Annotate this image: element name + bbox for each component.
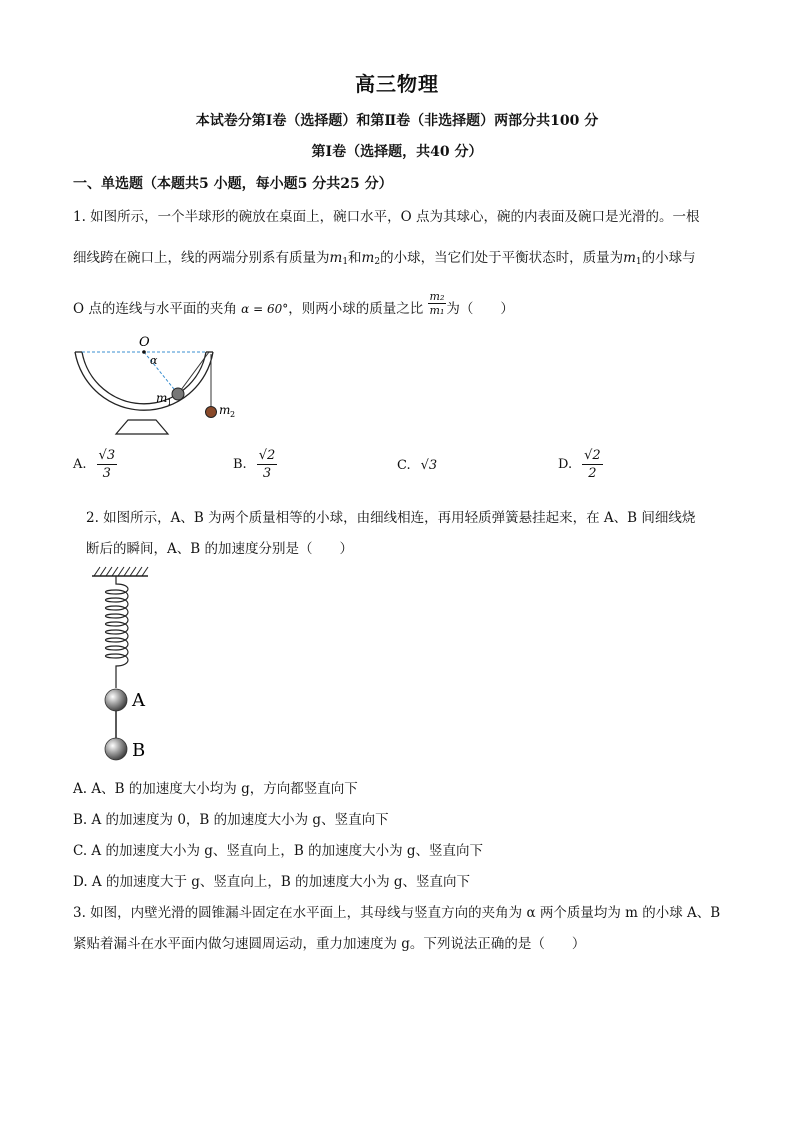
q1-line3-c: 为（ ） bbox=[446, 301, 514, 317]
q2-spring-figure bbox=[88, 560, 178, 766]
q1-ratio-den: m₁ bbox=[429, 304, 445, 317]
ceiling-hatch bbox=[94, 567, 148, 576]
fraction-den: 3 bbox=[262, 466, 272, 481]
label-m1-sub: 1 bbox=[167, 398, 173, 407]
q1-ratio bbox=[428, 290, 447, 317]
q1-line2-c: 的小球与 bbox=[641, 250, 696, 266]
paper-subtitle: 本试卷分第Ⅰ卷（选择题）和第Ⅱ卷（非选择题）两部分共100 分 bbox=[195, 113, 599, 129]
label-m1: m bbox=[156, 391, 168, 405]
label-alpha: α bbox=[150, 354, 158, 367]
fraction-num: √2 bbox=[584, 448, 601, 463]
q3-line1: 3. 如图，内壁光滑的圆锥漏斗固定在水平面上，其母线与竖直方向的夹角为 α 两个质量均为 m 的小球 A、B bbox=[73, 905, 721, 921]
option-fraction bbox=[257, 447, 278, 482]
fraction-den: 3 bbox=[102, 466, 111, 481]
label-B: B bbox=[132, 740, 146, 761]
option-label: D. bbox=[558, 457, 573, 472]
q3-line2: 紧贴着漏斗在水平面内做匀速圆周运动，重力加速度为 g。下列说法正确的是（ ） bbox=[73, 936, 586, 952]
q1-line3-a: O 点的连线与水平面的夹角 bbox=[73, 301, 237, 317]
ball-m1 bbox=[172, 388, 184, 400]
q1-and: 和 bbox=[348, 250, 362, 266]
q2-line2: 断后的瞬间，A、B 的加速度分别是（ ） bbox=[86, 541, 353, 557]
spring bbox=[106, 576, 129, 672]
option-value: √3 bbox=[420, 458, 438, 473]
q1-option-b[interactable] bbox=[233, 447, 277, 482]
ball-A bbox=[105, 689, 127, 711]
label-m2-sub: 2 bbox=[230, 410, 236, 419]
q1-line2 bbox=[73, 246, 696, 267]
option-label: B. bbox=[233, 457, 247, 472]
fraction-num: √2 bbox=[258, 448, 276, 463]
ball-B bbox=[105, 738, 127, 760]
bowl-stand bbox=[116, 420, 168, 434]
q1-m2: m bbox=[361, 250, 375, 266]
fraction-den: 2 bbox=[588, 466, 597, 481]
page-title: 高三物理 bbox=[355, 72, 439, 96]
option-label: A. bbox=[73, 457, 87, 472]
q1-m2-sub: 2 bbox=[374, 257, 381, 267]
fraction-num: √3 bbox=[98, 448, 116, 463]
q2-option-d[interactable]: D. A 的加速度大于 g、竖直向上，B 的加速度大小为 g、竖直向下 bbox=[73, 874, 471, 890]
q2-option-c[interactable]: C. A 的加速度大小为 g、竖直向上，B 的加速度大小为 g、竖直向下 bbox=[73, 843, 484, 859]
string-m1 bbox=[178, 352, 209, 394]
q1-line2-b: 的小球，当它们处于平衡状态时，质量为 bbox=[380, 250, 624, 266]
q1-option-a[interactable] bbox=[73, 447, 117, 482]
label-O: O bbox=[139, 335, 150, 350]
q2-option-a[interactable]: A. A、B 的加速度大小均为 g，方向都竖直向下 bbox=[73, 781, 358, 797]
option-label: C. bbox=[397, 458, 411, 473]
q1-m1-again-sub: 1 bbox=[635, 257, 642, 267]
q1-m1-sub: 1 bbox=[342, 257, 349, 267]
q1-line3 bbox=[73, 290, 514, 323]
section-title: 一、单选题（本题共5 小题，每小题5 分共25 分） bbox=[73, 176, 393, 192]
option-fraction bbox=[582, 447, 603, 482]
part-title: 第Ⅰ卷（选择题，共40 分） bbox=[311, 144, 483, 160]
ball-m2 bbox=[206, 407, 217, 418]
q1-option-d[interactable] bbox=[558, 447, 603, 482]
center-point bbox=[142, 350, 146, 354]
q1-angle: α = 60° bbox=[241, 302, 289, 316]
q1-option-c[interactable] bbox=[397, 458, 437, 473]
q1-m1-again: m bbox=[623, 250, 636, 266]
q1-bowl-figure bbox=[70, 334, 250, 438]
q1-line1: 1. 如图所示，一个半球形的碗放在桌面上，碗口水平，O 点为其球心，碗的内表面及碗口是光滑的。一根 bbox=[73, 209, 700, 225]
q1-line2-a: 细线跨在碗口上，线的两端分别系有质量为 bbox=[73, 250, 330, 266]
q1-line3-b: ，则两小球的质量之比 bbox=[288, 301, 424, 317]
label-A: A bbox=[132, 690, 145, 711]
q2-line1: 2. 如图所示，A、B 为两个质量相等的小球，由细线相连，再用轻质弹簧悬挂起来，在 A、B 间细线烧 bbox=[86, 510, 696, 526]
option-fraction bbox=[97, 447, 118, 482]
bowl-inner bbox=[82, 352, 206, 404]
q2-option-b[interactable]: B. A 的加速度为 0，B 的加速度大小为 g、竖直向下 bbox=[73, 812, 389, 828]
label-m2: m bbox=[219, 403, 231, 417]
q1-ratio-num: m₂ bbox=[429, 290, 445, 303]
q1-m1: m bbox=[329, 250, 343, 266]
